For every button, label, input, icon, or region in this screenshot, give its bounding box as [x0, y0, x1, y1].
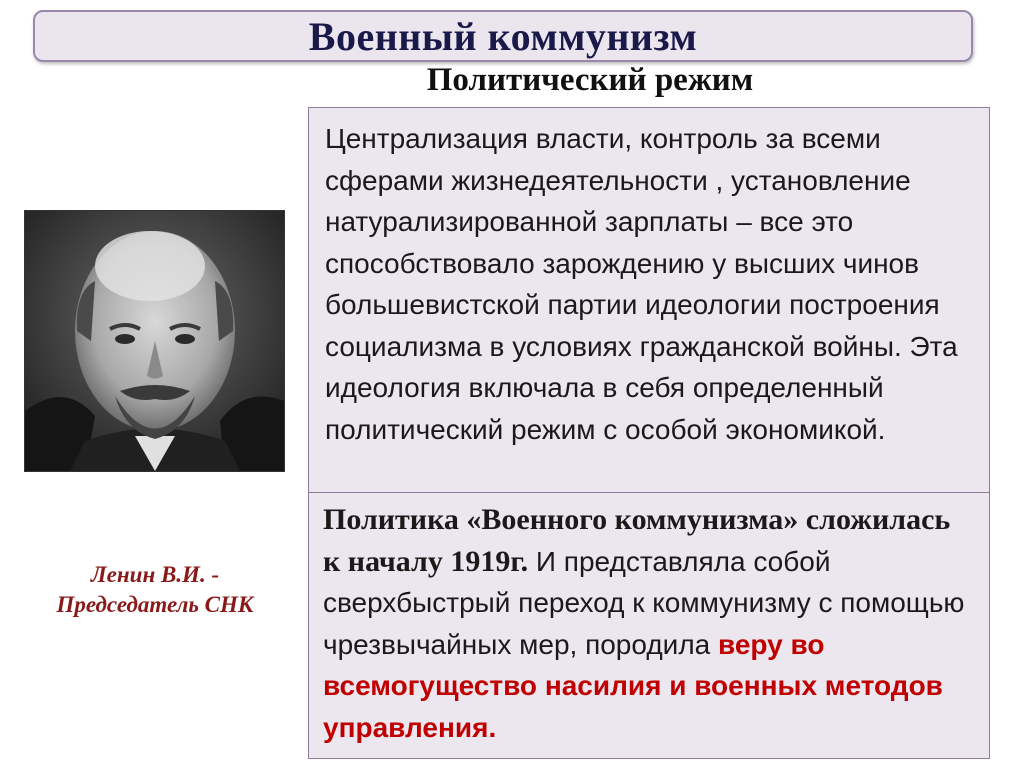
lenin-portrait-photo [24, 210, 285, 472]
title-bar [33, 10, 973, 62]
content-box-bottom [308, 492, 990, 759]
caption-name: Ленин В.И. - [90, 562, 220, 587]
bottom-bold-text: Политика «Военного коммунизма» сложилась к началу 1919г. [323, 503, 951, 578]
slide-title: Военный коммунизм [308, 13, 698, 59]
content-box-top [308, 107, 990, 494]
top-paragraph: Централизация власти, контроль за всеми сферами жизнедеятельности , установление натурализированной зарплаты – все это способствовало зарождению у высших чинов большевистской партии идеологии построения социализма в условиях гражданской войны. Эта идеология включала в себя определенный политический режим с особой экономикой. [325, 123, 958, 445]
portrait-image [25, 211, 284, 471]
bottom-paragraph [323, 499, 969, 748]
slide-subtitle: Политический режим [426, 62, 754, 98]
bottom-normal-text: И представляла собой сверхбыстрый переход к коммунизму с помощью чрезвычайных мер, породила [323, 545, 965, 660]
portrait-caption [30, 560, 280, 620]
caption-role: Председатель СНК [56, 592, 254, 617]
bottom-highlight-text: веру во всемогущество насилия и военных методов управления. [323, 628, 943, 743]
